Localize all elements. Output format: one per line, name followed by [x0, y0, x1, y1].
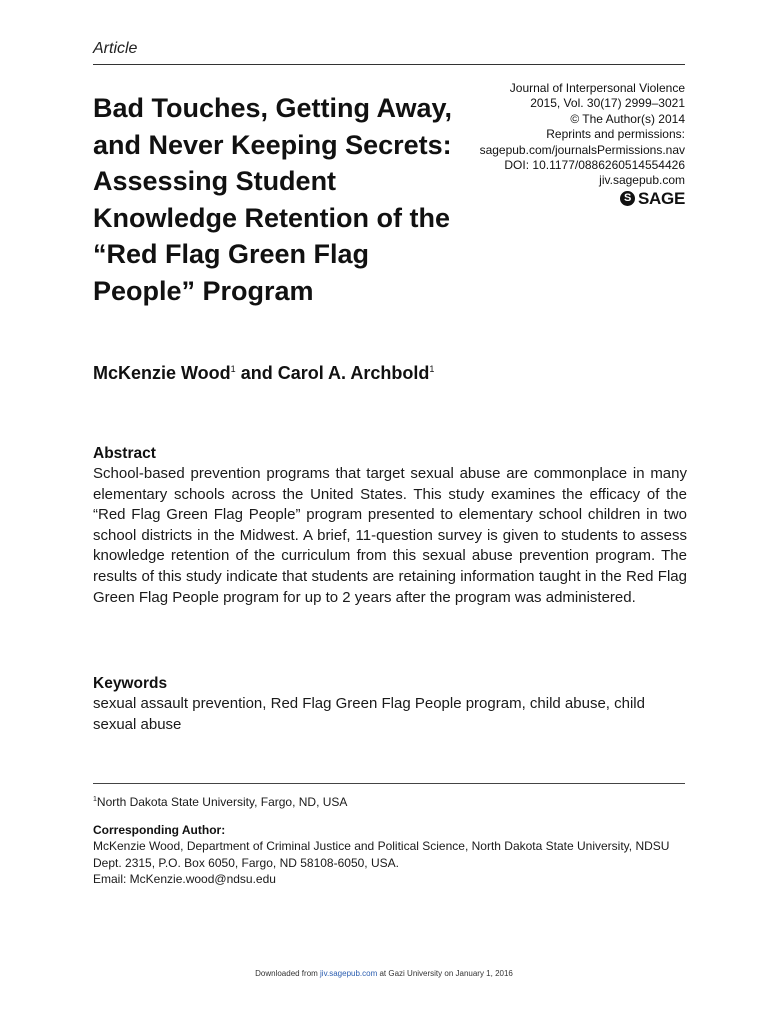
affiliation-footnote [93, 795, 347, 809]
corresponding-author-heading: Corresponding Author: [93, 823, 226, 837]
header-rule [93, 64, 685, 65]
corresponding-author-details [93, 838, 687, 888]
download-notice [0, 969, 768, 978]
download-site-link[interactable]: jiv.sagepub.com [320, 969, 378, 978]
corresponding-author-email[interactable]: Email: McKenzie.wood@ndsu.edu [93, 872, 276, 886]
journal-volume: 2015, Vol. 30(17) 2999–3021 [530, 96, 685, 111]
affiliation-marker: 1 [429, 364, 435, 374]
affiliation-marker: 1 [230, 364, 236, 374]
download-prefix: Downloaded from [255, 969, 321, 978]
sage-logo-text: SAGE [638, 188, 685, 208]
author-line [93, 363, 434, 384]
footnote-rule [93, 783, 685, 784]
affiliation-marker: 1 [93, 796, 97, 803]
author-name: Carol A. Archbold [277, 363, 430, 383]
abstract-heading: Abstract [93, 445, 156, 462]
permissions-url[interactable]: sagepub.com/journalsPermissions.nav [479, 142, 685, 157]
copyright-line: © The Author(s) 2014 [570, 111, 685, 126]
keywords-text: sexual assault prevention, Red Flag Green Flag People program, child abuse, child sexual abuse [93, 695, 645, 733]
author-name: McKenzie Wood [93, 363, 231, 383]
corresponding-author-address: McKenzie Wood, Department of Criminal Justice and Political Science, North Dakota State University, NDSU Dept. 2315, P.O. Box 6050, Fargo, ND 58108-6050, USA. [93, 839, 670, 870]
reprints-line: Reprints and permissions: [546, 127, 685, 142]
keywords-heading: Keywords [93, 675, 168, 692]
doi-line[interactable]: DOI: 10.1177/0886260514554426 [504, 158, 685, 173]
article-type-label: Article [93, 40, 138, 57]
sage-circle-icon: S [620, 191, 635, 206]
journal-info [425, 81, 685, 206]
download-suffix: at Gazi University on January 1, 2016 [377, 969, 513, 978]
sage-logo [425, 189, 685, 206]
abstract-text: School-based prevention programs that target sexual abuse are commonplace in many elementary schools across the United States. This study examines the efficacy of the “Red Flag Green Flag People” program presented to elementary school children in two school districts in the Midwest. A brief, 11-question survey is given to students to assess knowledge retention of the curriculum from this sexual abuse prevention program. The results of this study indicate that students are retaining information taught in the Red Flag Green Flag People program for up to 2 years after the program was administered. [93, 465, 687, 606]
affiliation-text: North Dakota State University, Fargo, ND, USA [96, 795, 348, 809]
journal-site[interactable]: jiv.sagepub.com [599, 173, 685, 188]
paper-title: Bad Touches, Getting Away, and Never Keeping Secrets: Assessing Student Knowledge Retention of the “Red Flag Green Flag People” Program [93, 93, 453, 306]
journal-name: Journal of Interpersonal Violence [509, 81, 685, 95]
author-conjunction: and [235, 363, 278, 383]
